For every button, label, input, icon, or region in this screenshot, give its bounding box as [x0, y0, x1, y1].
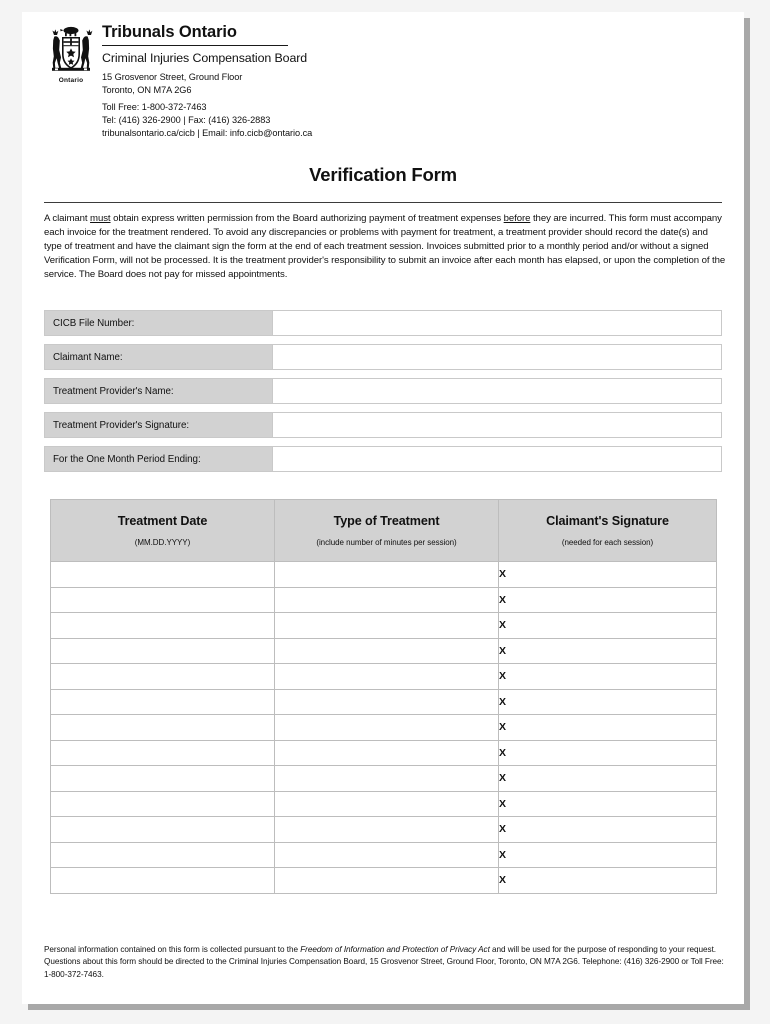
- claimant-name-input[interactable]: [273, 345, 721, 369]
- title-divider: [44, 202, 722, 203]
- table-header-row: [51, 500, 717, 562]
- tel-fax-line: Tel: (416) 326-2900 | Fax: (416) 326-2883: [102, 115, 271, 126]
- period-ending-input[interactable]: [273, 447, 721, 471]
- address-line-2: Toronto, ON M7A 2G6: [102, 85, 192, 96]
- field-row-claimant-name: [44, 344, 722, 370]
- treatment-log-table: [50, 499, 717, 894]
- treatment-date-cell[interactable]: [51, 587, 275, 613]
- footer-part-1: Personal information contained on this form is collected pursuant to the: [44, 945, 301, 954]
- type-of-treatment-cell[interactable]: [275, 766, 499, 792]
- claimant-signature-cell[interactable]: X: [499, 842, 717, 868]
- type-of-treatment-cell[interactable]: [275, 842, 499, 868]
- column-subtitle: (needed for each session): [561, 538, 654, 547]
- letterhead-text: [102, 20, 312, 140]
- table-row: [51, 664, 717, 690]
- table-row: [51, 817, 717, 843]
- cicb-file-number-input[interactable]: [273, 311, 721, 335]
- intro-part-3: they are incurred. This form must accompany each invoice for the treatment rendered. To avoid any discrepancies or problems with payment for treatment, a treatment provider should record the date(s) and type of treatment and have the claimant sign the form at the end of each treatment session. Invoices submitted prior to a monthly period and/or without a signed Verification Form, will not be processed. It is the treatment provider's responsibility to submit an invoice after each month has elapsed, or upon the completion of the service. The Board does not pay for missed appointments.: [44, 213, 726, 280]
- intro-emphasis-before: before: [503, 213, 531, 224]
- column-header-claimant-signature: [499, 500, 717, 562]
- claimant-signature-cell[interactable]: X: [499, 689, 717, 715]
- table-row: [51, 587, 717, 613]
- form-fields: [44, 310, 722, 480]
- field-row-provider-name: [44, 378, 722, 404]
- table-row: [51, 638, 717, 664]
- type-of-treatment-cell[interactable]: [275, 562, 499, 588]
- column-subtitle: (MM.DD.YYYY): [134, 538, 191, 547]
- table-row: [51, 613, 717, 639]
- table-row: [51, 868, 717, 894]
- treatment-date-cell[interactable]: [51, 766, 275, 792]
- organization-rule: [102, 45, 288, 46]
- intro-emphasis-must: must: [90, 213, 111, 224]
- claimant-signature-cell[interactable]: X: [499, 664, 717, 690]
- field-label: For the One Month Period Ending:: [45, 447, 273, 471]
- field-label: Claimant Name:: [45, 345, 273, 369]
- claimant-signature-cell[interactable]: X: [499, 791, 717, 817]
- column-header-type-of-treatment: [275, 500, 499, 562]
- provider-name-input[interactable]: [273, 379, 721, 403]
- type-of-treatment-cell[interactable]: [275, 715, 499, 741]
- treatment-date-cell[interactable]: [51, 791, 275, 817]
- table-row: [51, 842, 717, 868]
- claimant-signature-cell[interactable]: X: [499, 562, 717, 588]
- type-of-treatment-cell[interactable]: [275, 740, 499, 766]
- claimant-signature-cell[interactable]: X: [499, 740, 717, 766]
- page-title: Verification Form: [309, 164, 457, 185]
- type-of-treatment-cell[interactable]: [275, 587, 499, 613]
- footer-act-name: Freedom of Information and Protection of Privacy Act: [300, 945, 490, 954]
- claimant-signature-cell[interactable]: X: [499, 715, 717, 741]
- web-email-line: tribunalsontario.ca/cicb | Email: info.cicb@ontario.ca: [102, 128, 313, 139]
- treatment-date-cell[interactable]: [51, 638, 275, 664]
- intro-part-1: A claimant: [44, 213, 91, 224]
- claimant-signature-cell[interactable]: X: [499, 817, 717, 843]
- ontario-coat-of-arms-icon: [40, 20, 102, 84]
- column-title: Type of Treatment: [333, 514, 440, 528]
- type-of-treatment-cell[interactable]: [275, 664, 499, 690]
- treatment-log-body: [51, 562, 717, 894]
- claimant-signature-cell[interactable]: X: [499, 613, 717, 639]
- field-row-provider-signature: [44, 412, 722, 438]
- treatment-date-cell[interactable]: [51, 562, 275, 588]
- treatment-date-cell[interactable]: [51, 868, 275, 894]
- treatment-date-cell[interactable]: [51, 689, 275, 715]
- treatment-date-cell[interactable]: [51, 715, 275, 741]
- table-row: [51, 766, 717, 792]
- claimant-signature-cell[interactable]: X: [499, 766, 717, 792]
- address-line-1: 15 Grosvenor Street, Ground Floor: [102, 72, 243, 83]
- treatment-date-cell[interactable]: [51, 613, 275, 639]
- table-row: [51, 715, 717, 741]
- intro-part-2: obtain express written permission from the Board authorizing payment of treatment expenses: [110, 213, 504, 224]
- treatment-date-cell[interactable]: [51, 740, 275, 766]
- privacy-notice: [44, 944, 726, 981]
- type-of-treatment-cell[interactable]: [275, 689, 499, 715]
- type-of-treatment-cell[interactable]: [275, 791, 499, 817]
- footer-part-2: and will be used for the purpose of responding to your request. Questions about this form should be directed to the Criminal Injuries Compensation Board, 15 Grosvenor Street, Ground Floor, Toronto, ON M7A 2G6. Telephone: (416) 326-2900 or Toll Free: 1-800-372-7463.: [44, 945, 724, 979]
- toll-free-line: Toll Free: 1-800-372-7463: [102, 102, 207, 113]
- type-of-treatment-cell[interactable]: [275, 817, 499, 843]
- claimant-signature-cell[interactable]: X: [499, 587, 717, 613]
- field-row-period-ending: [44, 446, 722, 472]
- field-label: Treatment Provider's Signature:: [45, 413, 273, 437]
- letterhead: [40, 20, 395, 148]
- organization-name: Tribunals Ontario: [102, 23, 237, 41]
- board-name: Criminal Injuries Compensation Board: [102, 50, 308, 65]
- column-title: Claimant's Signature: [546, 514, 669, 528]
- form-page: [22, 12, 744, 1004]
- column-title: Treatment Date: [117, 514, 208, 528]
- column-header-treatment-date: [51, 500, 275, 562]
- treatment-date-cell[interactable]: [51, 817, 275, 843]
- table-row: [51, 791, 717, 817]
- field-row-cicb-file-number: [44, 310, 722, 336]
- table-row: [51, 562, 717, 588]
- claimant-signature-cell[interactable]: X: [499, 868, 717, 894]
- type-of-treatment-cell[interactable]: [275, 868, 499, 894]
- table-row: [51, 689, 717, 715]
- crest-label: Ontario: [58, 77, 84, 84]
- field-label: Treatment Provider's Name:: [45, 379, 273, 403]
- instructions-paragraph: [44, 212, 726, 282]
- provider-signature-input[interactable]: [273, 413, 721, 437]
- column-subtitle: (include number of minutes per session): [316, 538, 457, 547]
- type-of-treatment-cell[interactable]: [275, 613, 499, 639]
- contact-block: [102, 71, 312, 140]
- treatment-date-cell[interactable]: [51, 664, 275, 690]
- type-of-treatment-cell[interactable]: [275, 638, 499, 664]
- table-row: [51, 740, 717, 766]
- field-label: CICB File Number:: [45, 311, 273, 335]
- treatment-date-cell[interactable]: [51, 842, 275, 868]
- claimant-signature-cell[interactable]: X: [499, 638, 717, 664]
